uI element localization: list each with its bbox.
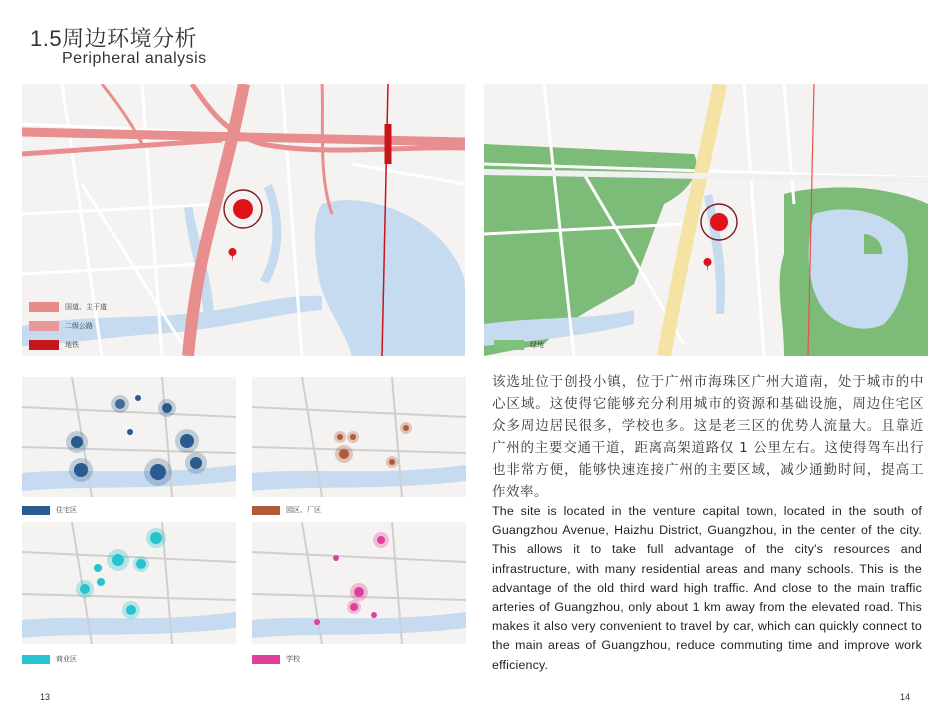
legend-metro xyxy=(29,340,79,350)
legend-swatch xyxy=(252,506,280,515)
legend-label: 绿地 xyxy=(530,342,544,349)
page-title: 1.5周边环境分析 xyxy=(30,26,198,51)
road-map-drawing xyxy=(22,84,465,356)
legend-residential xyxy=(22,505,77,515)
legend-swatch xyxy=(252,655,280,664)
legend-swatch xyxy=(29,302,59,312)
legend-label: 商业区 xyxy=(56,656,77,663)
green-map xyxy=(484,84,928,356)
legend-label: 住宅区 xyxy=(56,507,77,514)
legend-swatch xyxy=(29,321,59,331)
page-number-right: 14 xyxy=(900,692,911,702)
legend-label: 学校 xyxy=(286,656,300,663)
school-map-drawing xyxy=(252,522,466,644)
school-map xyxy=(252,522,466,644)
industrial-map xyxy=(252,377,466,497)
legend-secondary-road xyxy=(29,321,93,331)
legend-industrial xyxy=(252,505,321,515)
description-cn: 该选址位于创投小镇，位于广州市海珠区广州大道南，处于城市的中心区域。这使得它能够充分利用城市的资源和基础设施，周边住宅区众多周边居民很多，学校也多。这是老三区的优势人流量大。且靠近广州的主要交通干道，距离高架道路仅 1 公里左右。这使得驾车出行也非常方便，能够快速连接广州的主要区域，减少通勤时间，提高工作效率。 xyxy=(492,374,924,500)
legend-label: 国道、主干道 xyxy=(65,304,107,311)
residential-map-drawing xyxy=(22,377,236,497)
legend-label: 园区、厂区 xyxy=(286,507,321,514)
page-number-left: 13 xyxy=(40,692,51,702)
commercial-map xyxy=(22,522,236,644)
description-en: The site is located in the venture capital town, located in the south of Guangzhou Avenue, Haizhu District, Guangzhou, in the center of the city. This allows it to take full advantage of the city's resources and infrastructure, with many residential areas and many schools. This is the advantage of the old third ward high traffic. And close to the main traffic arteries of Guangzhou, only about 1 km away from the elevated road. This makes it also very convenient to travel by car, which can quickly connect to the main areas of Guangzhou, reduce commuting time and improve work efficiency. xyxy=(492,504,922,672)
green-map-drawing xyxy=(484,84,928,356)
page-subtitle: Peripheral analysis xyxy=(62,50,207,67)
residential-map xyxy=(22,377,236,497)
legend-swatch xyxy=(494,340,524,350)
legend-swatch xyxy=(29,340,59,350)
industrial-map-drawing xyxy=(252,377,466,497)
commercial-map-drawing xyxy=(22,522,236,644)
legend-green xyxy=(494,340,544,350)
legend-swatch xyxy=(22,506,50,515)
legend-label: 二级公路 xyxy=(65,323,93,330)
legend-commercial xyxy=(22,654,77,664)
legend-main-road xyxy=(29,302,107,312)
legend-swatch xyxy=(22,655,50,664)
legend-label: 地铁 xyxy=(65,342,79,349)
road-map xyxy=(22,84,465,356)
legend-school xyxy=(252,654,300,664)
